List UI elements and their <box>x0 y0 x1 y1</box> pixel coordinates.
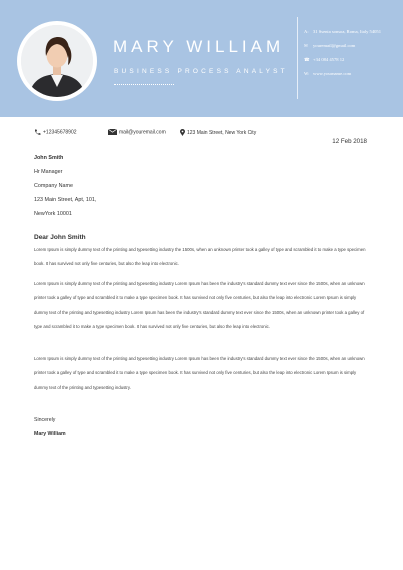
body-paragraph-2: Lorem Ipsum is simply dummy text of the printing and typesetting industry Lorem Ipsum has been the industry's standard dummy text ever since the 1500s, when an unknown printer took a galley of type and scrambled it to make a type specimen book. It has survived not only five centuries, but also the leap into electronic Lorem Ipsum is simply dummy text of the printing and typesetting industry Lorem Ipsum has been the industry's standard dummy text ever since the 1500s, when an unknown printer took a galley of type and scrambled it to make a type specimen book. It has survived not only five centuries, but also the leap into electronic. <box>34 281 365 329</box>
woman-portrait-icon <box>21 25 93 97</box>
header-vertical-divider <box>297 17 298 99</box>
header-contact-list <box>304 29 381 85</box>
applicant-job-title: BUSINESS PROCESS ANALYST <box>114 68 288 75</box>
contact-website-text[interactable]: www.yourname.com <box>313 71 352 76</box>
email-icon <box>108 129 117 135</box>
recipient-company: Company Name <box>34 183 73 189</box>
info-address <box>180 129 256 136</box>
phone-icon <box>34 129 41 135</box>
location-pin-icon <box>180 129 185 136</box>
info-phone-text: +12345678902 <box>43 129 77 136</box>
web-icon: W: <box>304 71 310 76</box>
recipient-position: Hr Manager <box>34 169 63 175</box>
contact-email-text[interactable]: youremail@gmail.com <box>313 43 356 48</box>
profile-photo <box>21 25 93 97</box>
signature-name: Mary William <box>34 431 66 437</box>
contact-address-text: 31 Ssenta sonsoa, Roma, Italy 54051 <box>313 29 382 34</box>
info-phone <box>34 129 77 135</box>
body-paragraph-1: Lorem Ipsum is simply dummy text of the printing and typesetting industry the 1500s, when an unknown printer took a galley of type and scrambled it to make a type specimen book. It has survived not only five centuries, but also the leap into electronic. <box>34 247 366 267</box>
contact-email[interactable] <box>304 43 381 57</box>
recipient-street: 123 Main Street, Apt, 101, <box>34 197 97 203</box>
recipient-city: NewYork 10001 <box>34 211 72 217</box>
title-divider <box>114 84 174 85</box>
salutation: Dear John Smith <box>34 234 86 241</box>
contact-address <box>304 29 381 43</box>
letter-date: 12 Feb 2018 <box>332 138 367 145</box>
location-icon: A: <box>304 29 309 34</box>
recipient-name: John Smith <box>34 155 64 161</box>
email-icon: ✉ <box>304 43 308 48</box>
body-paragraph-3: Lorem Ipsum is simply dummy text of the printing and typesetting industry Lorem Ipsum has been the industry's standard dummy text ever since the 1500s, when an unknown printer took a galley of type and scrambled it to make a type specimen book. It has survived not only five centuries, but also the leap into electronic Lorem Ipsum is simply dummy text of the printing and typesetting industry. <box>34 356 365 390</box>
contact-phone-text: +34 084 4578 12 <box>313 57 345 62</box>
info-email-text[interactable]: mail@youremail.com <box>119 129 166 136</box>
applicant-name: MARY WILLIAM <box>113 37 285 56</box>
info-email[interactable] <box>108 129 166 135</box>
closing: Sincerely <box>34 417 56 423</box>
info-address-text: 123 Main Street, New York City <box>187 129 257 136</box>
contact-website[interactable] <box>304 71 381 85</box>
phone-icon: ☎ <box>304 57 310 62</box>
header-banner <box>0 0 403 117</box>
contact-phone <box>304 57 381 71</box>
recipient-block <box>34 151 96 221</box>
